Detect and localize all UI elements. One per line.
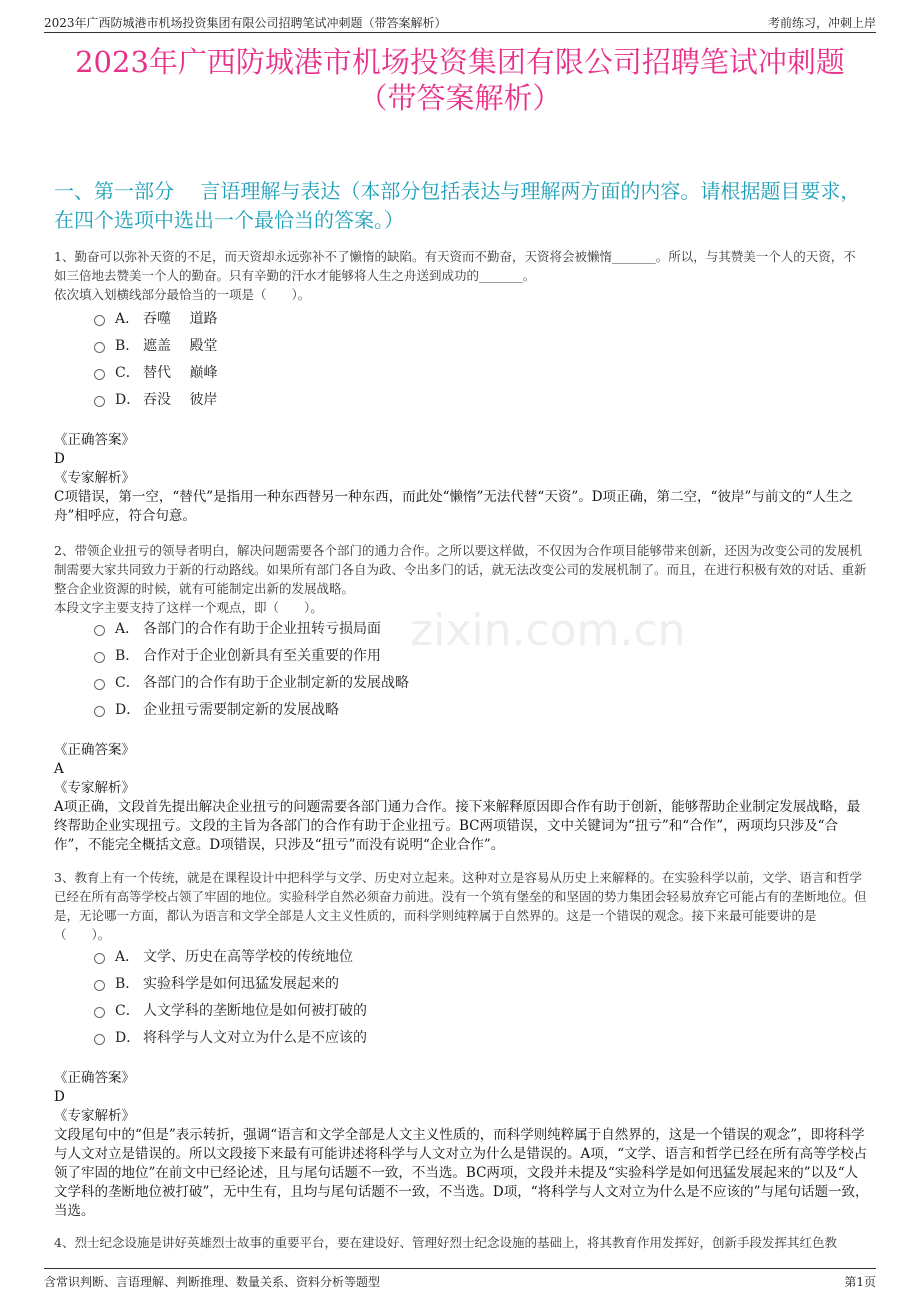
answer-value: A — [54, 761, 64, 777]
answer-label: 《正确答案》 — [54, 742, 135, 758]
footer-description: 含常识判断、言语理解、判断推理、数量关系、资料分析等题型 — [44, 1275, 381, 1289]
option-text: 将科学与人文对立为什么是不应该的 — [143, 1029, 367, 1046]
question-3-options — [94, 942, 367, 1050]
answer-label: 《正确答案》 — [54, 432, 135, 448]
option-letter: B． — [115, 975, 140, 992]
option-text: 吞没 彼岸 — [143, 391, 218, 408]
option-letter: C． — [115, 1002, 140, 1019]
option-b[interactable] — [94, 969, 367, 996]
option-text: 遮盖 殿堂 — [143, 337, 218, 354]
radio-icon[interactable] — [94, 396, 105, 407]
page-title-line2: （带答案解析） — [358, 81, 562, 115]
option-text: 企业扭亏需要制定新的发展战略 — [143, 701, 339, 718]
option-c[interactable] — [94, 668, 409, 695]
option-a[interactable] — [94, 304, 217, 331]
question-prompt: 依次填入划横线部分最恰当的一项是（ ）。 — [54, 287, 311, 302]
page-header — [44, 12, 876, 33]
analysis-label: 《专家解析》 — [54, 470, 135, 486]
radio-icon[interactable] — [94, 652, 105, 663]
page-footer — [44, 1268, 876, 1291]
analysis-text: A项正确，文段首先提出解决企业扭亏的问题需要各部门通力合作。接下来解释原因即合作有助于创新，能够帮助企业制定发展战略，最终帮助企业实现扭亏。文段的主旨为各部门的合作有助于企业扭亏。BC两项错误，文中关键词为“扭亏”和“合作”，两项均只涉及“合作”，不能完全概括文意。D项错误，只涉及“扭亏”而没有说明“企业合作”。 — [54, 799, 861, 853]
page-number: 第1页 — [844, 1275, 876, 1289]
radio-icon[interactable] — [94, 679, 105, 690]
radio-icon[interactable] — [94, 369, 105, 380]
option-c[interactable] — [94, 996, 367, 1023]
question-stem-text: 2、带领企业扭亏的领导者明白，解决问题需要各个部门的通力合作。之所以要这样做，不仅因为合作项目能够带来创新，还因为改变公司的发展机制需要大家共同致力于新的行动路线。如果所有部门各自为政、令出多门的话，就无法改变公司的发展机制了。而且，在进行积极有效的对话、重新整合企业资源的时候，就有可能制定出新的发展战略。 — [54, 543, 867, 596]
radio-icon[interactable] — [94, 980, 105, 991]
option-text: 合作对于企业创新具有至关重要的作用 — [143, 647, 381, 664]
question-1-answer — [54, 431, 870, 526]
question-2-options — [94, 614, 409, 722]
option-letter: D． — [115, 391, 141, 408]
question-3-answer — [54, 1069, 870, 1221]
option-d[interactable] — [94, 1023, 367, 1050]
option-letter: A． — [115, 310, 140, 327]
option-text: 吞噬 道路 — [143, 310, 218, 327]
radio-icon[interactable] — [94, 315, 105, 326]
option-a[interactable] — [94, 614, 409, 641]
question-3-stem — [54, 868, 868, 944]
question-stem-text: 3、教育上有一个传统，就是在课程设计中把科学与文学、历史对立起来。这种对立是容易从历史上来解释的。在实验科学以前，文学、语言和哲学已经在所有高等学校占领了牢固的地位。实验科学自然必须奋力前进。没有一个筑有堡垒的和坚固的势力集团会轻易放弃它可能占有的垄断地位。但是，无论哪一方面，都认为语言和文学全部是人文主义性质的，而科学则纯粹属于自然界的。这是一个错误的观念。接下来最可能要讲的是（ ）。 — [54, 870, 867, 942]
analysis-text: 文段尾句中的“但是”表示转折，强调“语言和文学全部是人文主义性质的，而科学则纯粹属于自然界的，这是一个错误的观念”，即将科学与人文对立是错误的。所以文段接下来最有可能讲述将科学与人文对立为什么是错误的。A项，“文学、语言和哲学已经在所有高等学校占领了牢固的地位”在前文中已经论述，且与尾句话题不一致，不当选。BC两项，文段并未提及“实验科学是如何迅猛发展起来的”以及“人文学科的垄断地位被打破”，无中生有，且均与尾句话题不一致，不当选。D项，“将科学与人文对立为什么是不应该的”与尾句话题一致，当选。 — [54, 1127, 869, 1219]
option-letter: B． — [115, 337, 140, 354]
radio-icon[interactable] — [94, 953, 105, 964]
radio-icon[interactable] — [94, 1007, 105, 1018]
radio-icon[interactable] — [94, 625, 105, 636]
page-title — [40, 44, 880, 116]
option-c[interactable] — [94, 358, 217, 385]
question-2-answer — [54, 741, 870, 855]
option-text: 文学、历史在高等学校的传统地位 — [143, 948, 353, 965]
analysis-text: C项错误，第一空，“替代”是指用一种东西替另一种东西，而此处“懒惰”无法代替“天资”。D项正确，第二空，“彼岸”与前文的“人生之舟”相呼应，符合句意。 — [54, 489, 853, 524]
option-d[interactable] — [94, 695, 409, 722]
option-b[interactable] — [94, 641, 409, 668]
radio-icon[interactable] — [94, 706, 105, 717]
question-1-options — [94, 304, 217, 412]
radio-icon[interactable] — [94, 1034, 105, 1045]
option-letter: D． — [115, 1029, 141, 1046]
option-b[interactable] — [94, 331, 217, 358]
answer-label: 《正确答案》 — [54, 1070, 135, 1086]
option-d[interactable] — [94, 385, 217, 412]
analysis-label: 《专家解析》 — [54, 780, 135, 796]
answer-value: D — [54, 451, 65, 467]
option-text: 实验科学是如何迅猛发展起来的 — [143, 975, 339, 992]
option-letter: C． — [115, 674, 140, 691]
section-heading: 一、第一部分 言语理解与表达（本部分包括表达与理解两方面的内容。请根据题目要求，在四个选项中选出一个最恰当的答案。） — [54, 179, 861, 232]
option-a[interactable] — [94, 942, 367, 969]
option-letter: A． — [115, 620, 140, 637]
answer-value: D — [54, 1089, 65, 1105]
question-1-stem — [54, 247, 868, 304]
option-letter: A． — [115, 948, 140, 965]
option-letter: B． — [115, 647, 140, 664]
question-2-stem — [54, 541, 868, 617]
header-slogan: 考前练习，冲刺上岸 — [767, 16, 876, 30]
option-text: 各部门的合作有助于企业制定新的发展战略 — [143, 674, 409, 691]
option-text: 各部门的合作有助于企业扭转亏损局面 — [143, 620, 381, 637]
question-stem-text: 1、勤奋可以弥补天资的不足，而天资却永远弥补不了懒惰的缺陷。有天资而不勤奋，天资将会被懒惰_______。所以，与其赞美一个人的天资，不如三倍地去赞美一个人的勤奋。只有辛勤的汗水才能够将人生之舟送到成功的_______。 — [54, 249, 856, 283]
option-text: 替代 巅峰 — [143, 364, 218, 381]
question-4-stem — [54, 1233, 868, 1253]
question-stem-text: 4、烈士纪念设施是讲好英雄烈士故事的重要平台，要在建设好、管理好烈士纪念设施的基础上，将其教育作用发挥好，创新手段发挥其红色教 — [54, 1235, 837, 1250]
analysis-label: 《专家解析》 — [54, 1108, 135, 1124]
option-text: 人文学科的垄断地位是如何被打破的 — [143, 1002, 367, 1019]
radio-icon[interactable] — [94, 342, 105, 353]
option-letter: D． — [115, 701, 141, 718]
page-title-line1: 2023年广西防城港市机场投资集团有限公司招聘笔试冲刺题 — [75, 45, 845, 79]
watermark: zixin.com.cn — [410, 605, 686, 656]
header-doc-title: 2023年广西防城港市机场投资集团有限公司招聘笔试冲刺题（带答案解析） — [44, 16, 447, 30]
question-prompt: 本段文字主要支持了这样一个观点，即（ ）。 — [54, 600, 323, 615]
option-letter: C． — [115, 364, 140, 381]
